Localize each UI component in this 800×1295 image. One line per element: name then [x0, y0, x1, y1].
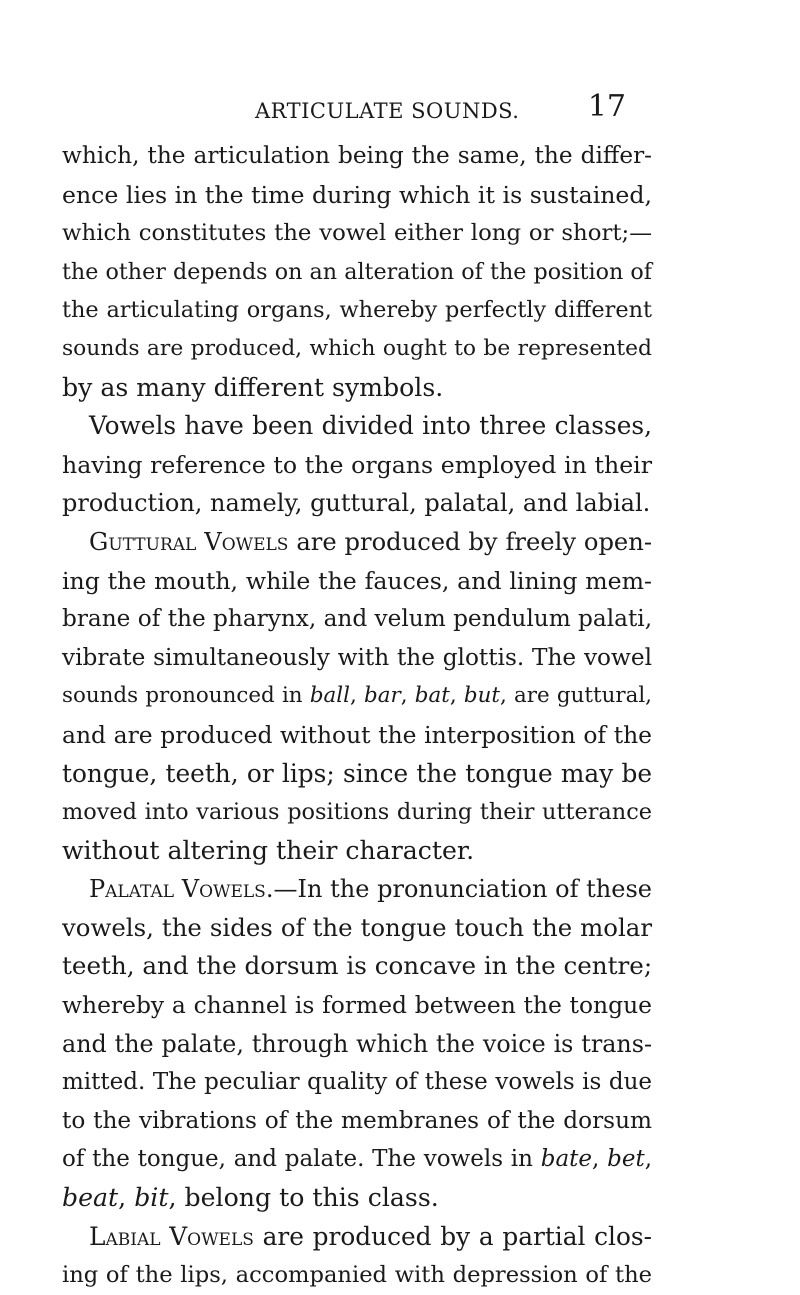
text-line: and the palate, through which the voice is trans-	[62, 1029, 652, 1058]
text-run: of the tongue, and palate. The vowels in	[62, 1146, 541, 1173]
text-line	[62, 523, 652, 562]
text-line: which, the articulation being the same, the differ-	[62, 142, 652, 169]
text-line	[62, 870, 652, 909]
text-line	[62, 1179, 652, 1218]
italic-example-word: bate	[540, 1146, 593, 1173]
text-line	[62, 677, 652, 716]
text-line: vowels, the sides of the tongue touch the molar	[62, 912, 652, 942]
text-run: .—In the pronunciation of these	[265, 875, 652, 904]
italic-example-word: beat	[62, 1183, 119, 1213]
text-run: are produced by freely open-	[288, 527, 652, 556]
text-line: mitted. The peculiar quality of these vowels is due	[62, 1069, 652, 1096]
text-run: , belong to this class.	[168, 1183, 439, 1213]
italic-example-word: ball	[309, 683, 350, 709]
text-line: without altering their character.	[62, 835, 475, 865]
italic-example-word: but	[463, 683, 500, 709]
text-line: ing the mouth, while the fauces, and lining mem-	[62, 566, 652, 595]
text-line: vibrate simultaneously with the glottis. The vowel	[62, 643, 652, 671]
text-run: ,	[449, 683, 464, 709]
text-line: and are produced without the interposition of the	[62, 720, 652, 749]
text-line: the other depends on an alteration of the position of	[62, 258, 652, 285]
body-text	[62, 137, 652, 1295]
text-run: are produced by a partial clos-	[253, 1221, 652, 1251]
text-run: sounds pronounced in	[62, 683, 310, 709]
text-line: brane of the pharynx, and velum pendulum palati,	[62, 605, 653, 633]
text-line: to the vibrations of the membranes of the dorsum	[62, 1106, 652, 1134]
italic-example-word: bat	[414, 683, 450, 709]
text-run: ,	[349, 683, 365, 709]
section-heading-guttural: Guttural Vowels	[89, 527, 289, 556]
text-line: teeth, and the dorsum is concave in the centre;	[62, 951, 653, 981]
italic-example-word: bit	[134, 1183, 169, 1213]
text-line: tongue, teeth, or lips; since the tongue may be	[62, 758, 652, 788]
text-run: ,	[644, 1146, 653, 1173]
text-run: ,	[118, 1183, 135, 1213]
text-line: production, namely, guttural, palatal, and labial.	[62, 489, 651, 518]
text-line: moved into various positions during their utterance	[62, 799, 652, 826]
text-line: the articulating organs, whereby perfectly different	[62, 297, 652, 324]
running-head: ARTICULATE SOUNDS.	[255, 99, 520, 123]
text-line: sounds are produced, which ought to be represented	[62, 335, 652, 361]
text-line	[62, 1140, 652, 1179]
text-line: ence lies in the time during which it is sustained,	[62, 180, 652, 209]
text-line: by as many different symbols.	[62, 372, 444, 402]
page-number: 17	[587, 89, 626, 124]
section-heading-palatal: Palatal Vowels	[89, 875, 266, 904]
section-heading-labial: Labial Vowels	[89, 1221, 254, 1251]
text-line: whereby a channel is formed between the tongue	[62, 991, 652, 1020]
text-line: Vowels have been divided into three classes,	[89, 411, 652, 441]
text-line	[62, 1218, 652, 1257]
page-header	[190, 89, 626, 133]
italic-example-word: bet	[607, 1146, 645, 1173]
text-line: having reference to the organs employed in their	[62, 450, 652, 479]
text-line: ing of the lips, accompanied with depression of the	[62, 1262, 652, 1289]
text-run: ,	[592, 1146, 608, 1173]
text-run: , are guttural,	[499, 683, 652, 709]
italic-example-word: bar	[364, 683, 401, 709]
text-line: which constitutes the vowel either long or short;—	[62, 220, 652, 247]
text-run: ,	[400, 683, 415, 709]
